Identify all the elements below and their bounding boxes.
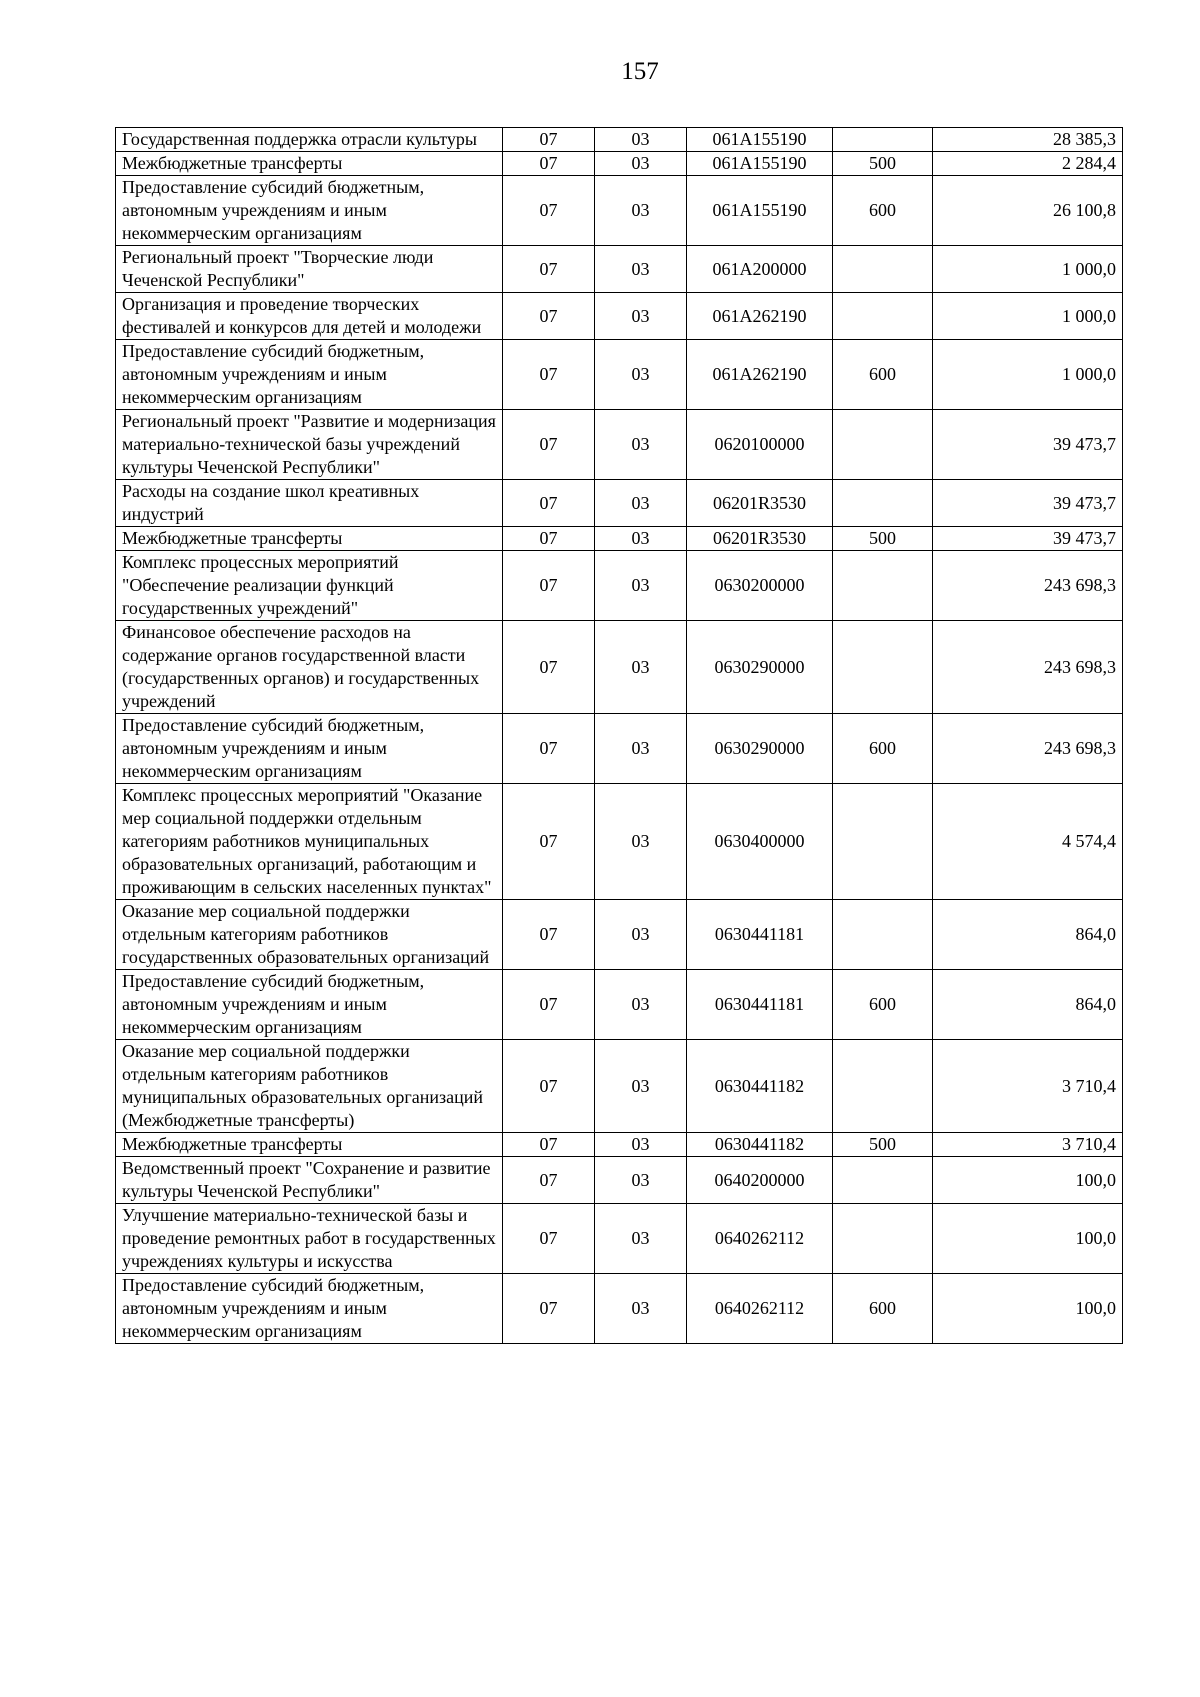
row-subsection-code: 03 [595, 551, 687, 621]
row-amount: 243 698,3 [933, 714, 1123, 784]
row-expense-type-code [833, 900, 933, 970]
row-expense-type-code: 600 [833, 1274, 933, 1344]
row-section-code: 07 [503, 621, 595, 714]
row-expense-type-code [833, 784, 933, 900]
table-row [116, 900, 1123, 970]
row-expense-type-code: 500 [833, 152, 933, 176]
table-row [116, 527, 1123, 551]
row-amount: 2 284,4 [933, 152, 1123, 176]
row-name: Предоставление субсидий бюджетным, автономным учреждениям и иным некоммерческим организациям [116, 340, 503, 410]
table-row [116, 1274, 1123, 1344]
row-subsection-code: 03 [595, 621, 687, 714]
row-subsection-code: 03 [595, 410, 687, 480]
row-amount: 3 710,4 [933, 1133, 1123, 1157]
row-subsection-code: 03 [595, 128, 687, 152]
row-amount: 39 473,7 [933, 480, 1123, 527]
row-expense-type-code [833, 293, 933, 340]
row-expense-type-code: 600 [833, 176, 933, 246]
row-expense-type-code [833, 621, 933, 714]
table-row [116, 970, 1123, 1040]
row-amount: 1 000,0 [933, 246, 1123, 293]
row-name: Предоставление субсидий бюджетным, автономным учреждениям и иным некоммерческим организациям [116, 1274, 503, 1344]
row-name: Региональный проект "Творческие люди Чеченской Республики" [116, 246, 503, 293]
row-section-code: 07 [503, 1133, 595, 1157]
table-row [116, 1133, 1123, 1157]
row-expense-type-code [833, 1204, 933, 1274]
table-row [116, 1157, 1123, 1204]
row-section-code: 07 [503, 480, 595, 527]
row-name: Расходы на создание школ креативных индустрий [116, 480, 503, 527]
table-row [116, 1040, 1123, 1133]
table-row [116, 176, 1123, 246]
row-target-article-code: 0630200000 [687, 551, 833, 621]
row-section-code: 07 [503, 176, 595, 246]
row-section-code: 07 [503, 714, 595, 784]
row-section-code: 07 [503, 152, 595, 176]
table-row [116, 1204, 1123, 1274]
row-target-article-code: 0630441182 [687, 1040, 833, 1133]
row-target-article-code: 06201R3530 [687, 480, 833, 527]
row-subsection-code: 03 [595, 527, 687, 551]
row-subsection-code: 03 [595, 340, 687, 410]
row-expense-type-code: 600 [833, 340, 933, 410]
row-section-code: 07 [503, 900, 595, 970]
row-name: Предоставление субсидий бюджетным, автономным учреждениям и иным некоммерческим организациям [116, 970, 503, 1040]
row-expense-type-code: 600 [833, 714, 933, 784]
row-subsection-code: 03 [595, 293, 687, 340]
row-expense-type-code [833, 1040, 933, 1133]
row-amount: 100,0 [933, 1274, 1123, 1344]
row-name: Межбюджетные трансферты [116, 527, 503, 551]
row-subsection-code: 03 [595, 900, 687, 970]
row-name: Организация и проведение творческих фестивалей и конкурсов для детей и молодежи [116, 293, 503, 340]
row-name: Предоставление субсидий бюджетным, автономным учреждениям и иным некоммерческим организациям [116, 714, 503, 784]
row-target-article-code: 0630441182 [687, 1133, 833, 1157]
row-section-code: 07 [503, 410, 595, 480]
row-amount: 39 473,7 [933, 527, 1123, 551]
row-amount: 100,0 [933, 1204, 1123, 1274]
table-row [116, 784, 1123, 900]
row-amount: 243 698,3 [933, 551, 1123, 621]
row-expense-type-code [833, 551, 933, 621]
row-subsection-code: 03 [595, 176, 687, 246]
row-expense-type-code: 500 [833, 527, 933, 551]
row-subsection-code: 03 [595, 1204, 687, 1274]
row-section-code: 07 [503, 1274, 595, 1344]
row-target-article-code: 061A262190 [687, 340, 833, 410]
row-name: Предоставление субсидий бюджетным, автономным учреждениям и иным некоммерческим организациям [116, 176, 503, 246]
row-subsection-code: 03 [595, 784, 687, 900]
table-row [116, 410, 1123, 480]
row-section-code: 07 [503, 527, 595, 551]
row-target-article-code: 0630290000 [687, 621, 833, 714]
row-expense-type-code: 600 [833, 970, 933, 1040]
row-name: Оказание мер социальной поддержки отдельным категориям работников муниципальных образовательных организаций (Межбюджетные трансферты) [116, 1040, 503, 1133]
row-target-article-code: 061A262190 [687, 293, 833, 340]
row-amount: 4 574,4 [933, 784, 1123, 900]
row-expense-type-code: 500 [833, 1133, 933, 1157]
table-row [116, 128, 1123, 152]
budget-table [115, 127, 1123, 1344]
row-expense-type-code [833, 480, 933, 527]
row-amount: 243 698,3 [933, 621, 1123, 714]
row-name: Государственная поддержка отрасли культуры [116, 128, 503, 152]
row-amount: 26 100,8 [933, 176, 1123, 246]
row-section-code: 07 [503, 1157, 595, 1204]
row-section-code: 07 [503, 551, 595, 621]
row-expense-type-code [833, 1157, 933, 1204]
table-row [116, 714, 1123, 784]
table-row [116, 246, 1123, 293]
row-name: Ведомственный проект "Сохранение и развитие культуры Чеченской Республики" [116, 1157, 503, 1204]
row-amount: 28 385,3 [933, 128, 1123, 152]
table-row [116, 551, 1123, 621]
row-expense-type-code [833, 246, 933, 293]
row-section-code: 07 [503, 246, 595, 293]
row-target-article-code: 0640262112 [687, 1274, 833, 1344]
table-row [116, 480, 1123, 527]
budget-table-body [116, 128, 1123, 1344]
row-subsection-code: 03 [595, 1040, 687, 1133]
row-section-code: 07 [503, 340, 595, 410]
row-name: Межбюджетные трансферты [116, 1133, 503, 1157]
row-expense-type-code [833, 128, 933, 152]
row-name: Оказание мер социальной поддержки отдельным категориям работников государственных образовательных организаций [116, 900, 503, 970]
row-target-article-code: 06201R3530 [687, 527, 833, 551]
row-target-article-code: 0630400000 [687, 784, 833, 900]
row-section-code: 07 [503, 1040, 595, 1133]
page-number: 157 [621, 58, 659, 85]
row-section-code: 07 [503, 970, 595, 1040]
row-target-article-code: 0640262112 [687, 1204, 833, 1274]
row-subsection-code: 03 [595, 1157, 687, 1204]
row-target-article-code: 0630441181 [687, 970, 833, 1040]
row-target-article-code: 061A200000 [687, 246, 833, 293]
table-row [116, 621, 1123, 714]
row-expense-type-code [833, 410, 933, 480]
row-name: Региональный проект "Развитие и модернизация материально-технической базы учреждений культуры Чеченской Республики" [116, 410, 503, 480]
row-section-code: 07 [503, 1204, 595, 1274]
row-amount: 39 473,7 [933, 410, 1123, 480]
row-target-article-code: 0630290000 [687, 714, 833, 784]
row-section-code: 07 [503, 293, 595, 340]
row-amount: 1 000,0 [933, 340, 1123, 410]
row-subsection-code: 03 [595, 1274, 687, 1344]
row-subsection-code: 03 [595, 152, 687, 176]
table-row [116, 293, 1123, 340]
table-row [116, 340, 1123, 410]
row-target-article-code: 061A155190 [687, 128, 833, 152]
row-subsection-code: 03 [595, 480, 687, 527]
row-amount: 864,0 [933, 900, 1123, 970]
row-subsection-code: 03 [595, 246, 687, 293]
row-target-article-code: 061A155190 [687, 152, 833, 176]
table-row [116, 152, 1123, 176]
row-name: Финансовое обеспечение расходов на содержание органов государственной власти (государственных органов) и государственных учреждений [116, 621, 503, 714]
row-subsection-code: 03 [595, 1133, 687, 1157]
row-name: Комплекс процессных мероприятий "Оказание мер социальной поддержки отдельным категориям работников муниципальных образовательных организаций, работающим и проживающим в сельских населенных пунктах" [116, 784, 503, 900]
row-amount: 1 000,0 [933, 293, 1123, 340]
row-target-article-code: 061A155190 [687, 176, 833, 246]
row-target-article-code: 0640200000 [687, 1157, 833, 1204]
row-subsection-code: 03 [595, 714, 687, 784]
row-section-code: 07 [503, 784, 595, 900]
row-amount: 100,0 [933, 1157, 1123, 1204]
row-target-article-code: 0630441181 [687, 900, 833, 970]
row-name: Комплекс процессных мероприятий "Обеспечение реализации функций государственных учреждений" [116, 551, 503, 621]
row-name: Улучшение материально-технической базы и проведение ремонтных работ в государственных учреждениях культуры и искусства [116, 1204, 503, 1274]
row-subsection-code: 03 [595, 970, 687, 1040]
row-amount: 3 710,4 [933, 1040, 1123, 1133]
row-section-code: 07 [503, 128, 595, 152]
row-amount: 864,0 [933, 970, 1123, 1040]
row-name: Межбюджетные трансферты [116, 152, 503, 176]
row-target-article-code: 0620100000 [687, 410, 833, 480]
